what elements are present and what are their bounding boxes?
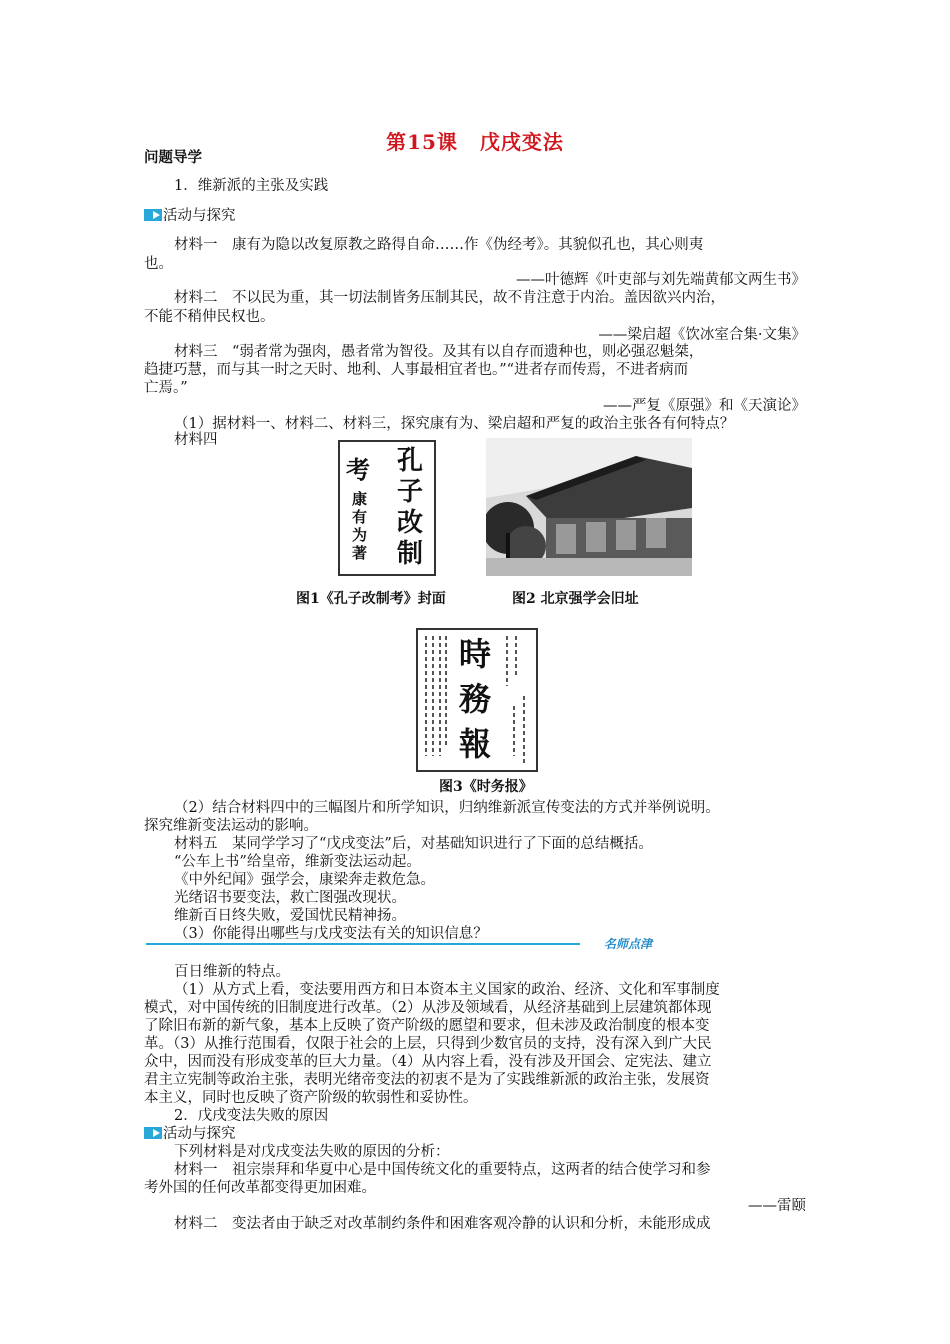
material-4-label: 材料四 — [174, 432, 218, 448]
figure-3-caption: 图3《时务报》 — [439, 779, 533, 795]
part2-intro: 下列材料是对戊戌变法失败的原因的分析： — [174, 1144, 450, 1160]
tip-line-3: 了除旧布新的新气象，基本上反映了资产阶级的愿望和要求，但未涉及政治制度的根本变 — [144, 1018, 710, 1034]
tip-line-0: 百日维新的特点。 — [174, 964, 290, 980]
lesson-name: 戊戌变法 — [479, 130, 564, 154]
part2-material-2-line-1: 材料二 变法者由于缺乏对改革制约条件和困难客观冷静的认识和分析，未能形成成 — [174, 1216, 711, 1232]
topic-heading-2: 2．戊戌变法失败的原因 — [174, 1108, 329, 1124]
topic-heading-1: 1．维新派的主张及实践 — [174, 178, 329, 194]
question-2-line-1: （2）结合材料四中的三幅图片和所学知识，归纳维新派宣传变法的方式并举例说明。 — [174, 800, 720, 816]
figure-2-caption: 图2 北京强学会旧址 — [512, 591, 639, 607]
material-5-line-2: “公车上书”给皇帝，维新变法运动起。 — [174, 854, 421, 870]
material-1-source: ——叶德辉《叶吏部与刘先端黄郁文两生书》 — [516, 272, 806, 288]
tip-line-2: 模式，对中国传统的旧制度进行改革。（2）从涉及领域看，从经济基础到上层建筑都体现 — [144, 1000, 712, 1016]
material-5-line-4: 光绪诏书要变法，救亡图强改现状。 — [174, 890, 406, 906]
material-5-line-1: 材料五 某同学学习了“戊戌变法”后，对基础知识进行了下面的总结概括。 — [174, 836, 653, 852]
material-3-line-2: 趋捷巧慧，而与其一时之天时、地利、人事最相宜者也。”“进者存而传焉，不进者病而 — [144, 362, 689, 378]
material-3-source: ——严复《原强》和《天演论》 — [603, 398, 806, 414]
tip-line-6: 君主立宪制等政治主张，表明光绪帝变法的初衷不是为了实践维新派的政治主张，发展资 — [144, 1072, 710, 1088]
tip-line-4: 革。（3）从推行范围看，仅限于社会的上层，只得到少数官员的支持，没有深入到广大民 — [144, 1036, 712, 1052]
part2-material-1-line-2: 考外国的任何改革都变得更加困难。 — [144, 1180, 376, 1196]
question-1: （1）据材料一、材料二、材料三，探究康有为、梁启超和严复的政治主张各有何特点？ — [174, 416, 735, 432]
teacher-tip-divider — [146, 936, 676, 952]
tip-line-1: （1）从方式上看，变法要用西方和日本资本主义国家的政治、经济、文化和军事制度 — [174, 982, 720, 998]
figure-1-book-cover: 孔 子 改 制 考 康 有 为 著 — [338, 440, 436, 576]
material-2-source: ——梁启超《饮冰室合集·文集》 — [598, 327, 806, 343]
material-3-line-1: 材料三 “弱者常为强肉，愚者常为智役。及其有以自存而遗种也，则必强忍魁桀， — [174, 344, 704, 360]
activity-label-2: 活动与探究 — [144, 1124, 806, 1144]
part2-material-1-line-1: 材料一 祖宗崇拜和华夏中心是中国传统文化的重要特点，这两者的结合使学习和参 — [174, 1162, 711, 1178]
arrow-tag-icon — [144, 1127, 162, 1139]
tip-line-7: 本主义，同时也反映了资产阶级的软弱性和妥协性。 — [144, 1090, 478, 1106]
question-2-line-2: 探究维新变法运动的影响。 — [144, 818, 318, 834]
divider-line — [146, 943, 580, 945]
figure-3-newspaper: 時 務 報 — [416, 628, 538, 772]
material-5-line-3: 《中外纪闻》强学会，康梁奔走救危急。 — [174, 872, 435, 888]
tip-line-5: 众中，因而没有形成变革的巨大力量。（4）从内容上看，没有涉及开国会、定宪法、建立 — [144, 1054, 712, 1070]
material-1-line-2: 也。 — [144, 256, 173, 272]
material-1-line-1: 材料一 康有为隐以改复原教之路得自命……作《伪经考》。其貌似孔也，其心则夷 — [174, 237, 704, 253]
section-heading: 问题导学 — [144, 149, 202, 166]
figure-2-photo — [486, 438, 692, 576]
part2-material-1-source: ——雷颐 — [748, 1198, 806, 1214]
question-3: （3）你能得出哪些与戊戌变法有关的知识信息？ — [174, 926, 488, 942]
lesson-number: 第15课 — [386, 130, 458, 154]
tip-badge: 名师点津 — [580, 936, 676, 952]
material-5-line-5: 维新百日终失败，爱国忧民精神扬。 — [174, 908, 406, 924]
material-3-line-3: 亡焉。” — [144, 380, 188, 396]
arrow-tag-icon — [144, 209, 162, 221]
figure-1-caption: 图1《孔子改制考》封面 — [296, 591, 446, 607]
activity-label-1: 活动与探究 — [144, 206, 806, 226]
material-2-line-1: 材料二 不以民为重，其一切法制皆务压制其民，故不肯注意于内治。盖因欲兴内治， — [174, 290, 725, 306]
material-2-line-2: 不能不稍伸民权也。 — [144, 309, 275, 325]
